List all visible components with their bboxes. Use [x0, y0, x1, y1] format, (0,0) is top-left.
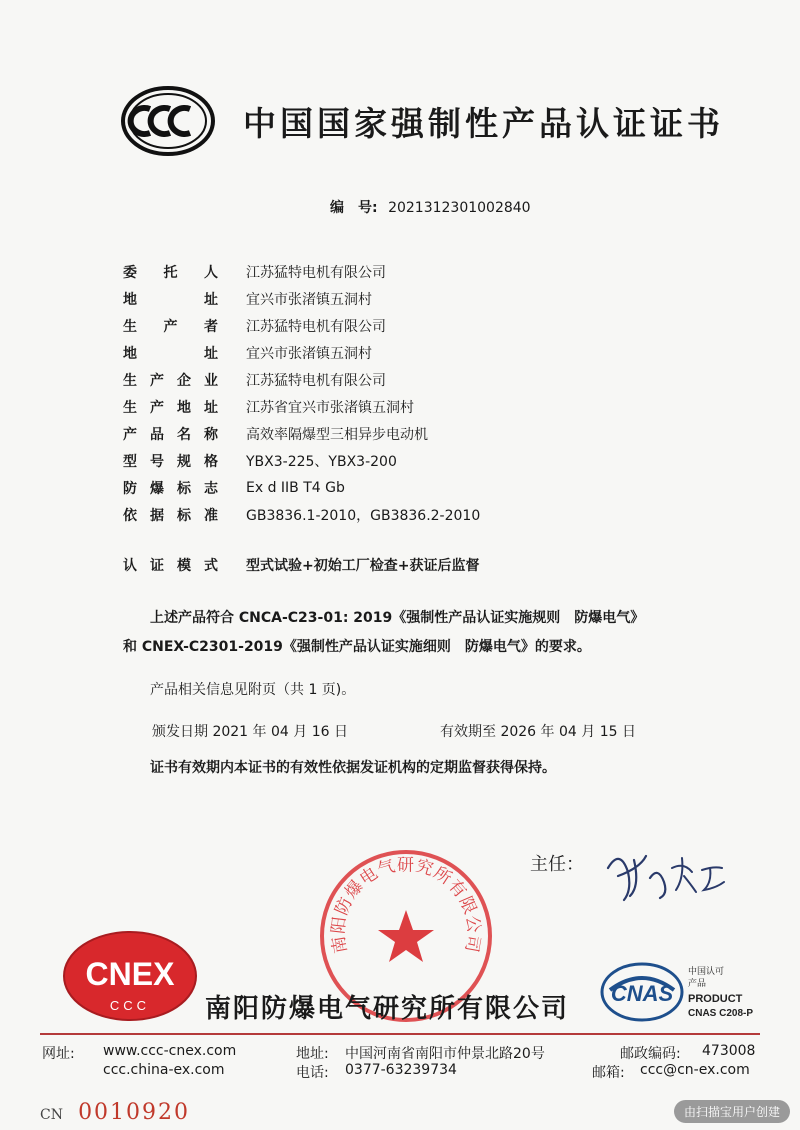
compliance-statement-1: 上述产品符合 CNCA-C23-01: 2019《强制性产品认证实施规则 防爆电气》: [150, 610, 645, 626]
field-label: 型 号 规 格: [123, 453, 218, 470]
certificate-number: [330, 197, 531, 217]
field-value: 宜兴市张渚镇五洞村: [246, 345, 372, 362]
certificate-fields: [123, 258, 583, 528]
field-value: GB3836.1-2010，GB3836.2-2010: [246, 507, 481, 524]
phone-label: 电话:: [296, 1065, 329, 1081]
field-value: 宜兴市张渚镇五洞村: [246, 291, 372, 308]
certification-mode-label: 认 证 模 式: [123, 558, 218, 574]
address-label: 地址:: [296, 1046, 329, 1062]
scanner-watermark: 由扫描宝用户创建: [674, 1100, 790, 1123]
cnex-sub: CCC: [109, 998, 151, 1013]
postcode-value: 473008: [702, 1043, 756, 1059]
ccc-logo: [120, 85, 216, 157]
field-label: 防 爆 标 志: [123, 480, 218, 497]
field-row: [123, 339, 583, 366]
certificate-number-label: 编 号:: [330, 200, 378, 216]
serial-value: 0010920: [78, 1100, 191, 1125]
field-row: [123, 366, 583, 393]
field-label: 委 托 人: [123, 264, 218, 281]
field-label: 依 据 标 准: [123, 507, 218, 524]
cnas-code: CNAS C208-P: [688, 1008, 754, 1019]
certificate-title: 中国国家强制性产品认证证书: [243, 104, 724, 143]
postcode-label: 邮政编码:: [620, 1046, 681, 1062]
field-row: [123, 393, 583, 420]
field-row: [123, 420, 583, 447]
director-label: 主任：: [530, 854, 584, 875]
cnex-logo: [60, 928, 200, 1028]
website-1[interactable]: www.ccc-cnex.com: [103, 1043, 237, 1059]
compliance-statement-2: 和 CNEX-C2301-2019《强制性产品认证实施细则 防爆电气》的要求。: [123, 639, 591, 655]
serial-number: [40, 1100, 190, 1125]
field-row: [123, 258, 583, 285]
field-label: 生 产 企 业: [123, 372, 218, 389]
cnas-product: PRODUCT: [688, 993, 743, 1005]
seal-text: 南阳防爆电气研究所有限公司: [328, 855, 484, 955]
email-value[interactable]: ccc@cn-ex.com: [640, 1062, 750, 1078]
validity-note: 证书有效期内本证书的有效性依据发证机构的定期监督获得保持。: [150, 760, 556, 776]
cnas-cn2: 产品: [688, 979, 707, 989]
field-value: 江苏省宜兴市张渚镇五洞村: [246, 399, 414, 416]
field-row: [123, 312, 583, 339]
field-value: 江苏猛特电机有限公司: [246, 264, 386, 281]
certification-mode-value: 型式试验+初始工厂检查+获证后监督: [246, 558, 480, 574]
field-row: [123, 285, 583, 312]
field-value: 江苏猛特电机有限公司: [246, 372, 386, 389]
website-2[interactable]: ccc.china-ex.com: [103, 1062, 225, 1078]
email-label: 邮箱:: [592, 1065, 625, 1081]
field-label: 生 产 者: [123, 318, 218, 335]
issue-date: 颁发日期 2021 年 04 月 16 日: [152, 724, 348, 740]
field-label: 生 产 地 址: [123, 399, 218, 416]
field-label: 地 址: [123, 291, 218, 308]
field-label: 地 址: [123, 345, 218, 362]
website-label: 网址:: [42, 1046, 75, 1062]
footer-divider: [40, 1033, 760, 1035]
appendix-note: 产品相关信息见附页（共 1 页)。: [150, 682, 356, 698]
address-value: 中国河南省南阳市仲景北路20号: [345, 1046, 545, 1062]
certificate-number-value: 2021312301002840: [388, 200, 531, 216]
field-value: Ex d IIB T4 Gb: [246, 479, 345, 496]
field-row: [123, 447, 583, 474]
certification-mode: [123, 555, 479, 575]
director-signature: [600, 838, 730, 908]
field-row: [123, 501, 583, 528]
cnas-logo-text: CNAS: [610, 981, 674, 1006]
expiry-date: 有效期至 2026 年 04 月 15 日: [440, 724, 636, 740]
cnex-text: CNEX: [85, 956, 175, 992]
cnas-cn1: 中国认可: [688, 967, 725, 977]
field-value: 高效率隔爆型三相异步电动机: [246, 426, 428, 443]
phone-value: 0377-63239734: [345, 1062, 457, 1078]
field-row: [123, 474, 583, 501]
field-value: YBX3-225、YBX3-200: [246, 453, 397, 470]
organization-name: 南阳防爆电气研究所有限公司: [205, 994, 570, 1024]
field-value: 江苏猛特电机有限公司: [246, 318, 386, 335]
field-label: 产 品 名 称: [123, 426, 218, 443]
cnas-logo: [600, 960, 760, 1024]
serial-prefix: CN: [40, 1107, 63, 1123]
